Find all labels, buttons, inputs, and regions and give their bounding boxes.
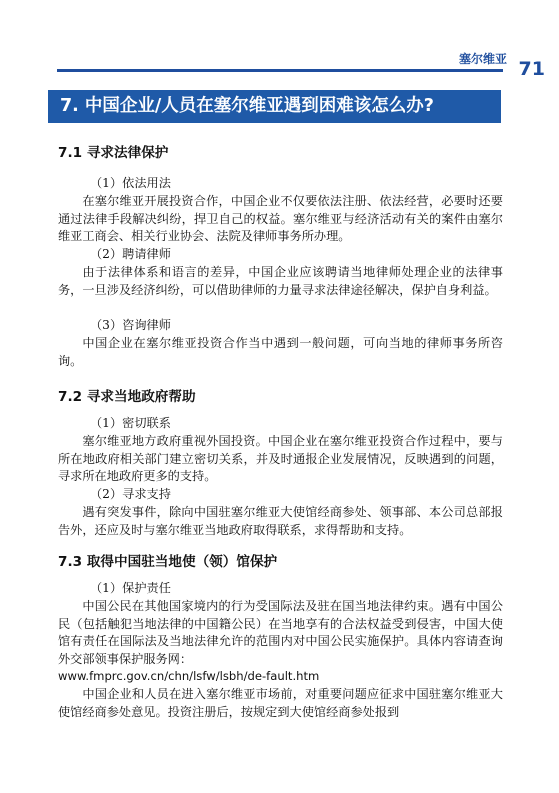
item-label: （2）寻求支持 [90, 487, 171, 501]
item-paragraph: 中国企业在塞尔维亚投资合作当中遇到一般问题，可向当地的律师事务所咨询。 [58, 336, 503, 368]
header-rule [57, 69, 503, 72]
closing-paragraph: 中国企业和人员在进入塞尔维亚市场前，对重要问题应征求中国驻塞尔维亚大使馆经商参处意见。投资注册后，按规定到大使馆经商参处报到 [58, 687, 503, 719]
item-paragraph: 遇有突发事件，除向中国驻塞尔维亚大使馆经商参处、领事部、本公司总部报告外，还应及时与塞尔维亚当地政府取得联系，求得帮助和支持。 [58, 505, 503, 537]
header-country: 塞尔维亚 [458, 52, 507, 66]
item-label: （3）咨询律师 [90, 318, 171, 332]
consular-url: www.fmprc.gov.cn/chn/lsfw/lsbh/de-fault.htm [58, 669, 320, 683]
item-paragraph: 塞尔维亚地方政府重视外国投资。中国企业在塞尔维亚投资合作过程中，要与所在地政府相关部门建立密切关系，并及时通报企业发展情况，反映遇到的问题，寻求所在地政府更多的支持。 [58, 434, 503, 484]
item-label: （1）依法用法 [90, 176, 171, 190]
page-number: 71 [518, 58, 545, 80]
item-paragraph: 中国公民在其他国家境内的行为受国际法及驻在国当地法律约束。遇有中国公民（包括触犯当地法律的中国籍公民）在当地享有的合法权益受到侵害，中国大使馆有责任在国际法及当地法律允许的范围内对中国公民实施保护。具体内容请查询外交部领事保护服务网： [58, 599, 503, 666]
item-label: （1）保护责任 [90, 581, 171, 595]
chapter-title: 7. 中国企业/人员在塞尔维亚遇到困难该怎么办? [48, 90, 501, 123]
section-heading-7-2: 7.2 寻求当地政府帮助 [58, 389, 196, 405]
item-label: （2）聘请律师 [90, 247, 171, 261]
item-paragraph: 在塞尔维亚开展投资合作，中国企业不仅要依法注册、依法经营，必要时还要通过法律手段解决纠纷，捍卫自己的权益。塞尔维亚与经济活动有关的案件由塞尔维亚工商会、相关行业协会、法院及律师事务所办理。 [58, 194, 503, 244]
item-label: （1）密切联系 [90, 416, 171, 430]
section-heading-7-3: 7.3 取得中国驻当地使（领）馆保护 [58, 554, 278, 570]
item-paragraph: 由于法律体系和语言的差异，中国企业应该聘请当地律师处理企业的法律事务，一旦涉及经济纠纷，可以借助律师的力量寻求法律途径解决，保护自身利益。 [58, 265, 503, 297]
section-heading-7-1: 7.1 寻求法律保护 [58, 145, 169, 161]
